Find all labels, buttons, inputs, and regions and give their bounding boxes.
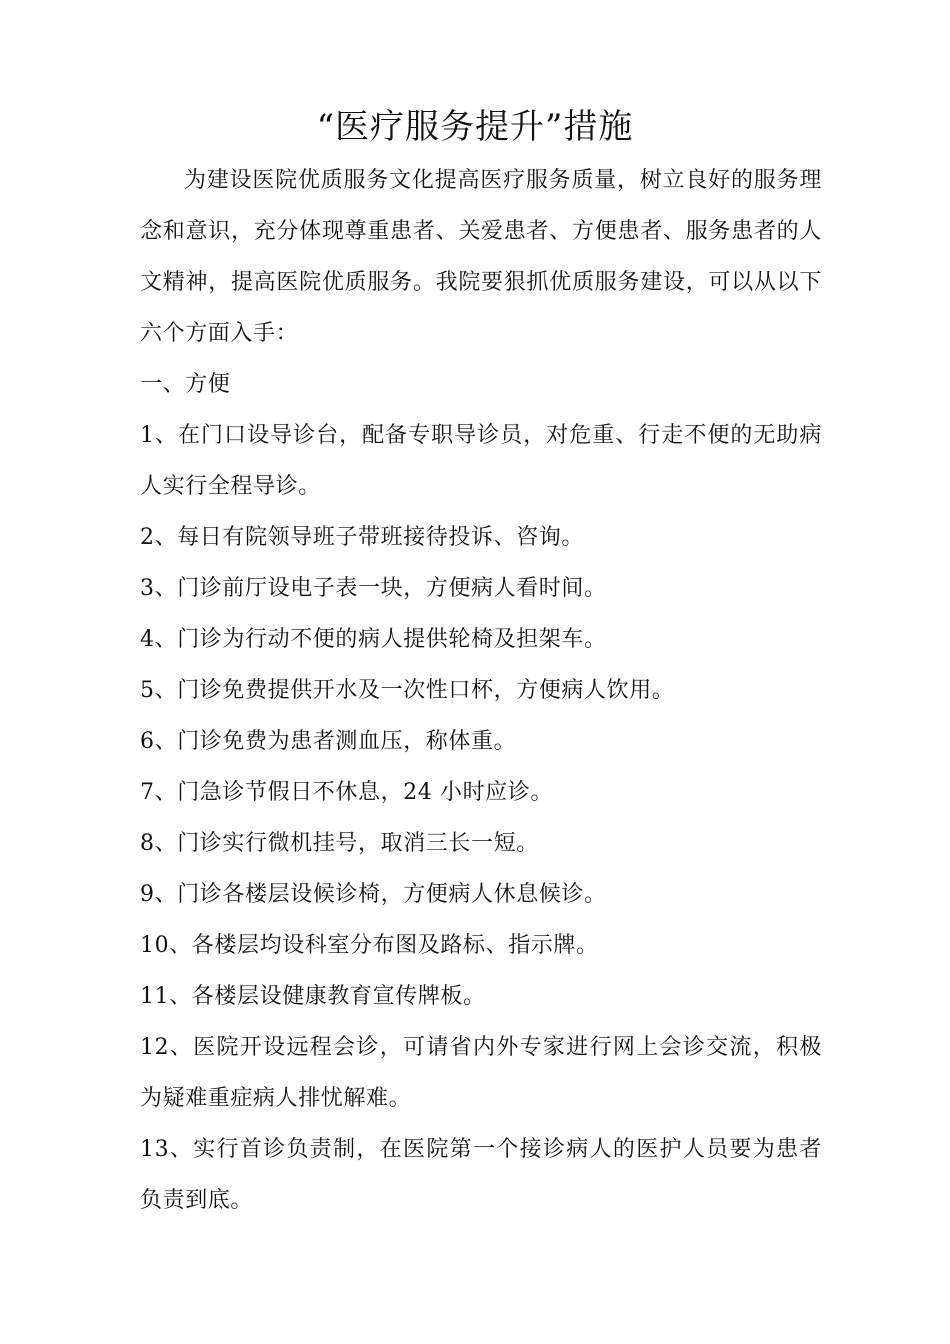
section-heading: 一、方便 [140,372,231,397]
list-item: 7、门急诊节假日不休息，24 小时应诊。 [140,780,553,805]
document-body [140,155,822,1226]
list-item: 11、各楼层设健康教育宣传牌板。 [140,984,486,1009]
list-item: 3、门诊前厅设电子表一块，方便病人看时间。 [140,576,607,601]
intro-paragraph: 为建设医院优质服务文化提高医疗服务质量，树立良好的服务理念和意识，充分体现尊重患者、关爱患者、方便患者、服务患者的人文精神，提高医院优质服务。我院要狠抓优质服务建设，可以从以下六个方面入手： [140,168,822,346]
list-item: 13、实行首诊负责制，在医院第一个接诊病人的医护人员要为患者负责到底。 [140,1137,822,1213]
list-item: 12、医院开设远程会诊，可请省内外专家进行网上会诊交流，积极为疑难重症病人排忧解难。 [140,1035,822,1111]
list-item: 8、门诊实行微机挂号，取消三长一短。 [140,831,539,856]
list-item: 6、门诊免费为患者测血压，称体重。 [140,729,517,754]
list-item: 9、门诊各楼层设候诊椅，方便病人休息候诊。 [140,882,607,907]
list-item: 4、门诊为行动不便的病人提供轮椅及担架车。 [140,627,607,652]
list-item: 1、在门口设导诊台，配备专职导诊员，对危重、行走不便的无助病人实行全程导诊。 [140,423,822,499]
list-item: 2、每日有院领导班子带班接待投诉、咨询。 [140,525,584,550]
list-item: 10、各楼层均设科室分布图及路标、指示牌。 [140,933,599,958]
list-item: 5、门诊免费提供开水及一次性口杯，方便病人饮用。 [140,678,675,703]
document-title: “医疗服务提升”措施 [316,107,634,147]
